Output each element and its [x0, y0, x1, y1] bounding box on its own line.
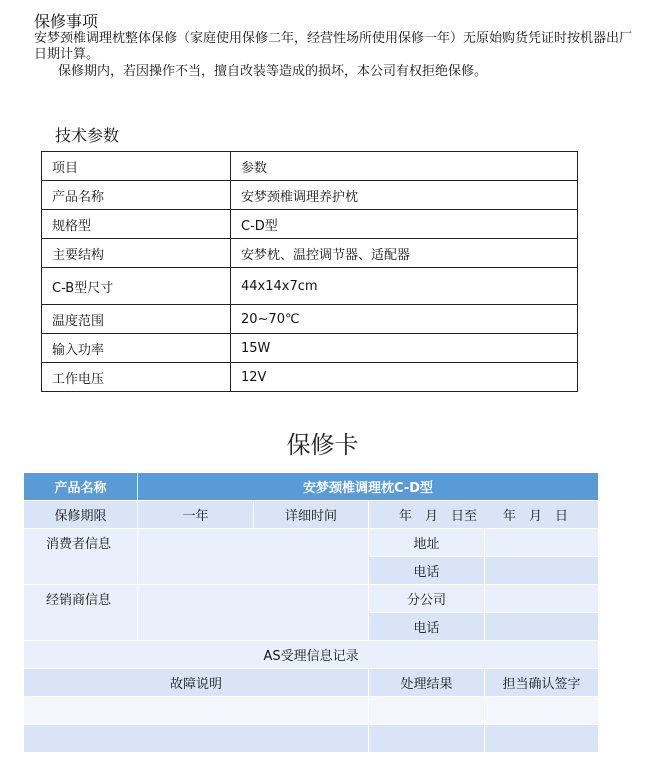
address-label: 地址 — [369, 529, 485, 557]
phone-cell-2[interactable] — [485, 613, 599, 641]
consumer-info-cell[interactable] — [138, 529, 369, 585]
spec-label: 主要结构 — [42, 239, 231, 268]
dealer-info-cell[interactable] — [138, 585, 369, 641]
spec-label: 工作电压 — [42, 363, 231, 392]
card-header-row — [24, 473, 599, 501]
spec-table — [41, 151, 578, 392]
spec-value: 15W — [231, 334, 578, 363]
warranty-card-title: 保修卡 — [286, 431, 359, 459]
spec-label: 规格型 — [42, 210, 231, 239]
warranty-title: 保修事项 — [34, 12, 99, 31]
spec-label: 产品名称 — [42, 181, 231, 210]
signature-label: 担当确认签字 — [485, 669, 599, 697]
card-fault-row — [24, 697, 599, 725]
warranty-line-2: 保修期内，若因操作不当，擅自改装等造成的损坏，本公司有权拒绝保修。 — [58, 64, 488, 79]
warranty-card-table — [23, 472, 599, 753]
spec-row — [42, 210, 578, 239]
spec-value: 参数 — [231, 152, 578, 181]
spec-row — [42, 334, 578, 363]
spec-value: 12V — [231, 363, 578, 392]
product-label: 产品名称 — [24, 473, 138, 501]
spec-label: 输入功率 — [42, 334, 231, 363]
spec-value: 安梦颈椎调理养护枕 — [231, 181, 578, 210]
dealer-label: 经销商信息 — [24, 585, 138, 641]
result-label: 处理结果 — [369, 669, 485, 697]
card-period-row — [24, 501, 599, 529]
warranty-line-1: 安梦颈椎调理枕整体保修（家庭使用保修二年，经营性场所使用保修一年）无原始购货凭证时按机器出厂日期计算。 — [34, 31, 633, 62]
result-cell[interactable] — [369, 725, 485, 753]
spec-row — [42, 305, 578, 334]
phone-cell[interactable] — [485, 557, 599, 585]
signature-cell[interactable] — [485, 725, 599, 753]
spec-label: 项目 — [42, 152, 231, 181]
phone-label-2: 电话 — [369, 613, 485, 641]
period-label: 保修期限 — [24, 501, 138, 529]
fault-cell[interactable] — [24, 697, 369, 725]
spec-value: 44x14x7cm — [231, 268, 578, 305]
fault-cell[interactable] — [24, 725, 369, 753]
card-consumer-row — [24, 529, 599, 557]
phone-label: 电话 — [369, 557, 485, 585]
warranty-body — [34, 31, 639, 80]
spec-title: 技术参数 — [55, 126, 120, 145]
fault-label: 故障说明 — [24, 669, 369, 697]
detail-time-label: 详细时间 — [254, 501, 369, 529]
spec-row — [42, 181, 578, 210]
card-fault-row — [24, 725, 599, 753]
spec-value: 安梦枕、温控调节器、适配器 — [231, 239, 578, 268]
card-as-record-row — [24, 641, 599, 669]
result-cell[interactable] — [369, 697, 485, 725]
spec-value: 20~70℃ — [231, 305, 578, 334]
spec-row — [42, 268, 578, 305]
branch-cell[interactable] — [485, 585, 599, 613]
consumer-label: 消费者信息 — [24, 529, 138, 585]
as-record-label: AS受理信息记录 — [24, 641, 599, 669]
signature-cell[interactable] — [485, 697, 599, 725]
card-fault-header-row — [24, 669, 599, 697]
spec-label: C-B型尺寸 — [42, 268, 231, 305]
address-cell[interactable] — [485, 529, 599, 557]
period-value: 一年 — [138, 501, 254, 529]
spec-row — [42, 363, 578, 392]
product-value: 安梦颈椎调理枕C-D型 — [138, 473, 599, 501]
spec-value: C-D型 — [231, 210, 578, 239]
branch-label: 分公司 — [369, 585, 485, 613]
card-dealer-row — [24, 585, 599, 613]
spec-row — [42, 239, 578, 268]
date-range: 年 月 日至 年 月 日 — [369, 501, 599, 529]
spec-label: 温度范围 — [42, 305, 231, 334]
spec-row — [42, 152, 578, 181]
